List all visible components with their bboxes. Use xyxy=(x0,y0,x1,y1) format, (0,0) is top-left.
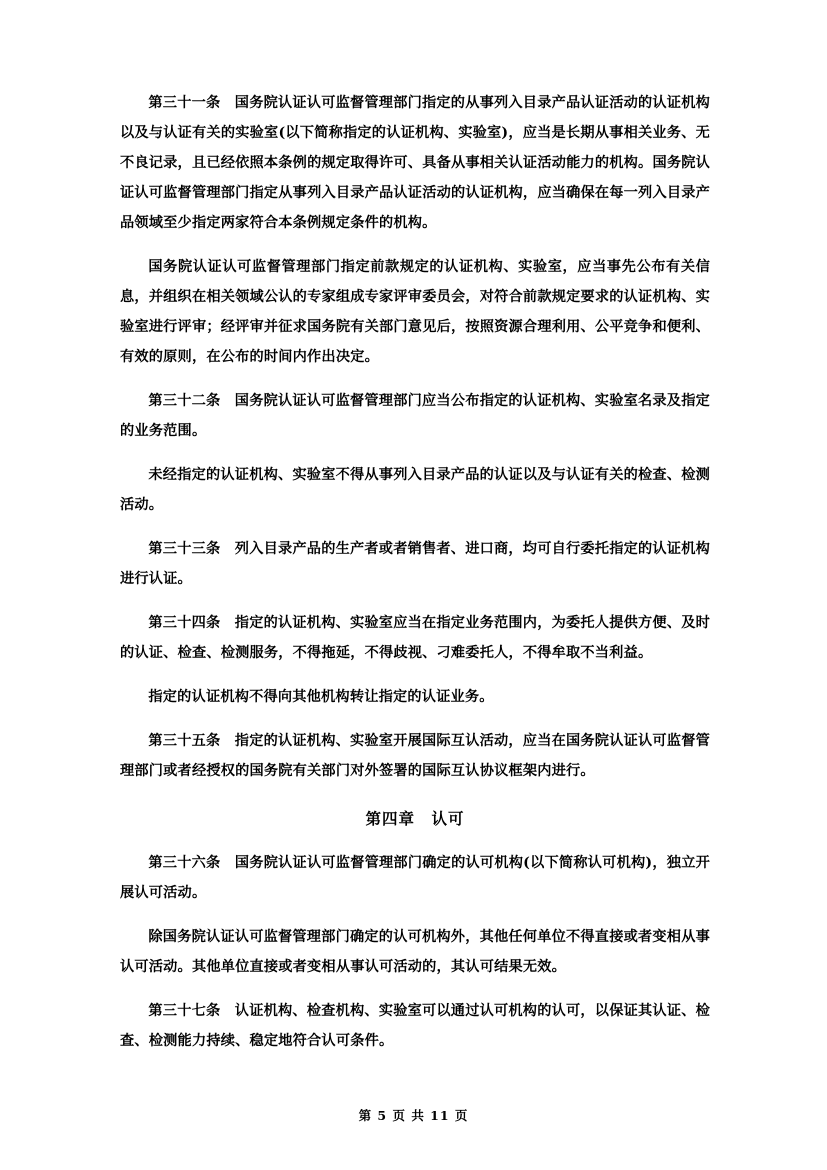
page-footer xyxy=(0,1106,827,1124)
paragraph: 第三十一条 国务院认证认可监督管理部门指定的从事列入目录产品认证活动的认证机构以及与认证有关的实验室(以下简称指定的认证机构、实验室)，应当是长期从事相关业务、无不良记录，且已经依照本条例的规定取得许可、具备从事相关认证活动能力的机构。国务院认证认可监督管理部门指定从事列入目录产品认证活动的认证机构，应当确保在每一列入目录产品领域至少指定两家符合本条例规定条件的机构。 xyxy=(120,95,710,231)
paragraph: 第三十七条 认证机构、检查机构、实验室可以通过认可机构的认可，以保证其认证、检查、检测能力持续、稳定地符合认可条件。 xyxy=(120,1003,710,1049)
paragraph: 未经指定的认证机构、实验室不得从事列入目录产品的认证以及与认证有关的检查、检测活动。 xyxy=(120,467,710,513)
paragraph: 第三十二条 国务院认证认可监督管理部门应当公布指定的认证机构、实验室名录及指定的业务范围。 xyxy=(120,393,710,439)
page-number-label: 第 5 页 共 11 页 xyxy=(358,1108,469,1123)
chapter-heading: 第四章 认可 xyxy=(365,809,465,828)
paragraph: 第三十五条 指定的认证机构、实验室开展国际互认活动，应当在国务院认证认可监督管理部门或者经授权的国务院有关部门对外签署的国际互认协议框架内进行。 xyxy=(120,733,710,779)
paragraph: 除国务院认证认可监督管理部门确定的认可机构外，其他任何单位不得直接或者变相从事认可活动。其他单位直接或者变相从事认可活动的，其认可结果无效。 xyxy=(120,929,710,975)
paragraph: 第三十三条 列入目录产品的生产者或者销售者、进口商，均可自行委托指定的认证机构进行认证。 xyxy=(120,541,710,587)
paragraph: 指定的认证机构不得向其他机构转让指定的认证业务。 xyxy=(148,689,494,705)
paragraph: 第三十六条 国务院认证认可监督管理部门确定的认可机构(以下简称认可机构)，独立开展认可活动。 xyxy=(120,855,710,901)
paragraph: 国务院认证认可监督管理部门指定前款规定的认证机构、实验室，应当事先公布有关信息，并组织在相关领域公认的专家组成专家评审委员会，对符合前款规定要求的认证机构、实验室进行评审；经评审并征求国务院有关部门意见后，按照资源合理利用、公平竞争和便利、有效的原则，在公布的时间内作出决定。 xyxy=(120,259,710,365)
paragraph: 第三十四条 指定的认证机构、实验室应当在指定业务范围内，为委托人提供方便、及时的认证、检查、检测服务，不得拖延，不得歧视、刁难委托人，不得牟取不当利益。 xyxy=(120,615,710,661)
document-body xyxy=(120,88,710,1056)
